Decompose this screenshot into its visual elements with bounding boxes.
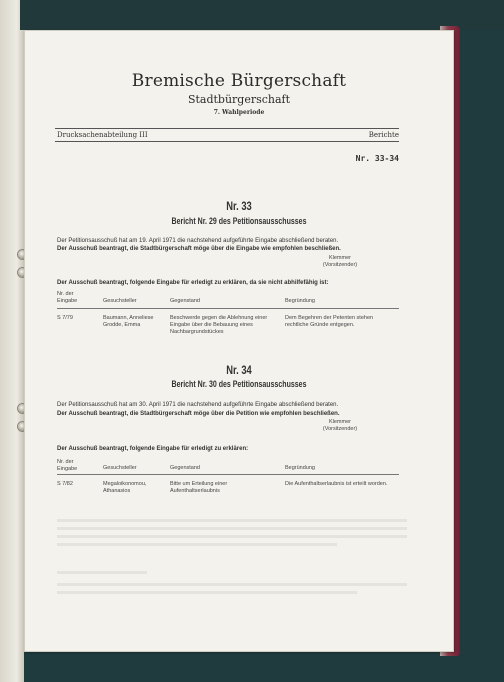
column-header: Gegenstand (170, 465, 200, 471)
binder-background (20, 0, 504, 30)
table-cell-reason: Dem Begehren der Petenten stehen rechtliche Gründe entgegen. (285, 315, 374, 328)
column-header: Gegenstand (170, 298, 200, 304)
table-cell-applicant: Baumann, Anneliese Grodde, Emma (103, 315, 154, 328)
document-subtitle: Stadtbürgerschaft (187, 93, 291, 106)
signer-role: (Vorsitzender) (322, 426, 358, 432)
column-header: Nr. der Eingabe (57, 459, 78, 472)
show-through-text (57, 543, 337, 546)
table-intro: Der Ausschuß beantragt, folgende Eingabe für erledigt zu erklären: (57, 446, 249, 452)
section-number: Nr. 34 (226, 363, 252, 377)
show-through-text (57, 583, 407, 586)
column-header: Gesuchsteller (103, 298, 137, 304)
show-through-text (57, 591, 357, 594)
table-rule (57, 474, 399, 475)
column-header: Gesuchsteller (103, 465, 137, 471)
department-label: Drucksachenabteilung III (57, 131, 148, 139)
show-through-text (57, 527, 407, 530)
document-range: Nr. 33-34 (355, 154, 399, 163)
table-cell-nr: S 7/79 (57, 315, 73, 321)
table-cell-reason: Die Aufenthaltserlaubnis ist erteilt worden. (285, 481, 388, 487)
section-intro: Der Petitionsausschuß hat am 19. April 1971 die nachstehend aufgeführte Eingabe abschließend beraten. (57, 238, 339, 244)
show-through-text (57, 519, 407, 522)
section-motion: Der Ausschuß beantragt, die Stadtbürgerschaft möge über die Petition wie empfohlen beschließen. (57, 411, 340, 417)
table-cell-applicant: Megaloikonomou, Athanasios (103, 481, 147, 494)
column-header: Nr. der Eingabe (57, 291, 78, 304)
header-rule (55, 128, 399, 129)
section-motion: Der Ausschuß beantragt, die Stadtbürgerschaft möge über die Eingabe wie empfohlen beschließen. (57, 246, 341, 252)
signer-name: Klemmer (328, 255, 351, 261)
section-intro: Der Petitionsausschuß hat am 30. April 1971 die nachstehend aufgeführte Eingabe abschließend beraten. (57, 402, 339, 408)
table-cell-nr: S 7/82 (57, 481, 73, 487)
category-label: Berichte (368, 131, 399, 139)
section-title: Bericht Nr. 29 des Petitionsausschusses (171, 216, 307, 226)
column-header: Begründung (285, 298, 315, 304)
show-through-text (57, 571, 147, 574)
table-cell-subject: Beschwerde gegen die Ablehnung einer Eingabe über die Bebauung eines Nachbargrundstückes (170, 315, 268, 335)
signer-name: Klemmer (328, 419, 351, 425)
left-page-edge (0, 0, 24, 682)
header-rule (55, 141, 399, 142)
document-page (24, 30, 454, 652)
column-header: Begründung (285, 465, 315, 471)
section-title: Bericht Nr. 30 des Petitionsausschusses (171, 379, 307, 389)
document-title: Bremische Bürgerschaft (131, 71, 347, 91)
table-rule (57, 308, 399, 309)
table-intro: Der Ausschuß beantragt, folgende Eingabe für erledigt zu erklären, da sie nicht abhilfefähig ist: (57, 280, 329, 286)
section-number: Nr. 33 (226, 199, 252, 213)
document-period: 7. Wahlperiode (213, 109, 265, 116)
signer-role: (Vorsitzender) (322, 262, 358, 268)
table-cell-subject: Bitte um Erteilung einer Aufenthaltserlaubnis (170, 481, 228, 494)
show-through-text (57, 535, 407, 538)
